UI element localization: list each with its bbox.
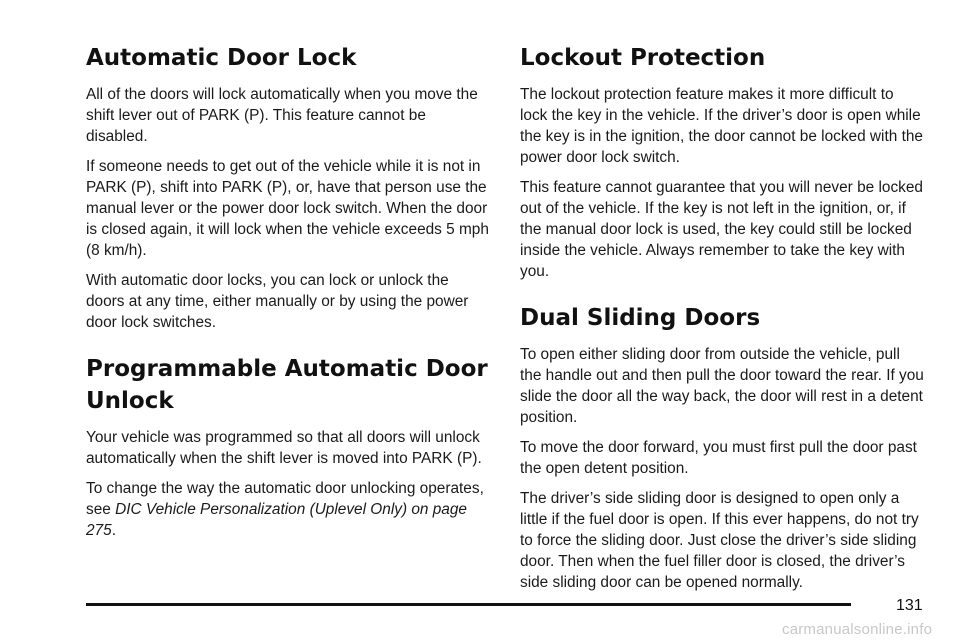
- watermark: carmanualsonline.info: [782, 621, 933, 638]
- paragraph: If someone needs to get out of the vehicle while it is not in PARK (P), shift into PARK (P), or, have that person use the manual lever or the power door lock switch. When the door is closed again, it will lock when the vehicle exceeds 5 mph (8 km/h).: [86, 158, 489, 259]
- paragraph: The lockout protection feature makes it more difficult to lock the key in the vehicle. If the driver’s door is open while the key is in the ignition, the door cannot be locked with the power door lock switch.: [520, 86, 923, 166]
- right-column: [520, 42, 925, 602]
- heading-dual-sliding-doors: Dual Sliding Doors: [520, 305, 761, 331]
- paragraph-text: .: [111, 522, 116, 539]
- heading-lockout-protection: Lockout Protection: [520, 45, 766, 71]
- cross-reference-link[interactable]: DIC Vehicle Personalization (Uplevel Only) on page 275: [86, 501, 467, 539]
- heading-automatic-door-lock: Automatic Door Lock: [86, 45, 357, 71]
- paragraph: With automatic door locks, you can lock or unlock the doors at any time, either manually or by using the power door lock switches.: [86, 272, 469, 331]
- page-number: 131: [896, 597, 923, 614]
- paragraph: To move the door forward, you must first pull the door past the open detent position.: [520, 439, 917, 477]
- paragraph-with-cross-reference: [86, 478, 491, 541]
- left-column: [86, 42, 491, 550]
- paragraph: To open either sliding door from outside the vehicle, pull the handle out and then pull the door toward the rear. If you slide the door all the way back, the door will rest in a detent position.: [520, 346, 924, 426]
- heading-programmable-automatic-door-unlock: Programmable Automatic Door Unlock: [86, 356, 488, 414]
- paragraph: The driver’s side sliding door is designed to open only a little if the fuel door is open. If this ever happens, do not try to force the sliding door. Just close the driver’s side sliding door. Then when the fuel filler door is closed, the driver’s side sliding door can be opened normally.: [520, 490, 919, 591]
- paragraph: This feature cannot guarantee that you will never be locked out of the vehicle. If the key is not left in the ignition, or, if the manual door lock is used, the key could still be locked inside the vehicle. Always remember to take the key with you.: [520, 179, 923, 280]
- paragraph: Your vehicle was programmed so that all doors will unlock automatically when the shift lever is moved into PARK (P).: [86, 429, 482, 467]
- footer-rule: [86, 603, 851, 606]
- paragraph-text: To change the way the automatic door unlocking operates, see: [86, 480, 484, 518]
- paragraph: All of the doors will lock automatically when you move the shift lever out of PARK (P). This feature cannot be disabled.: [86, 86, 478, 145]
